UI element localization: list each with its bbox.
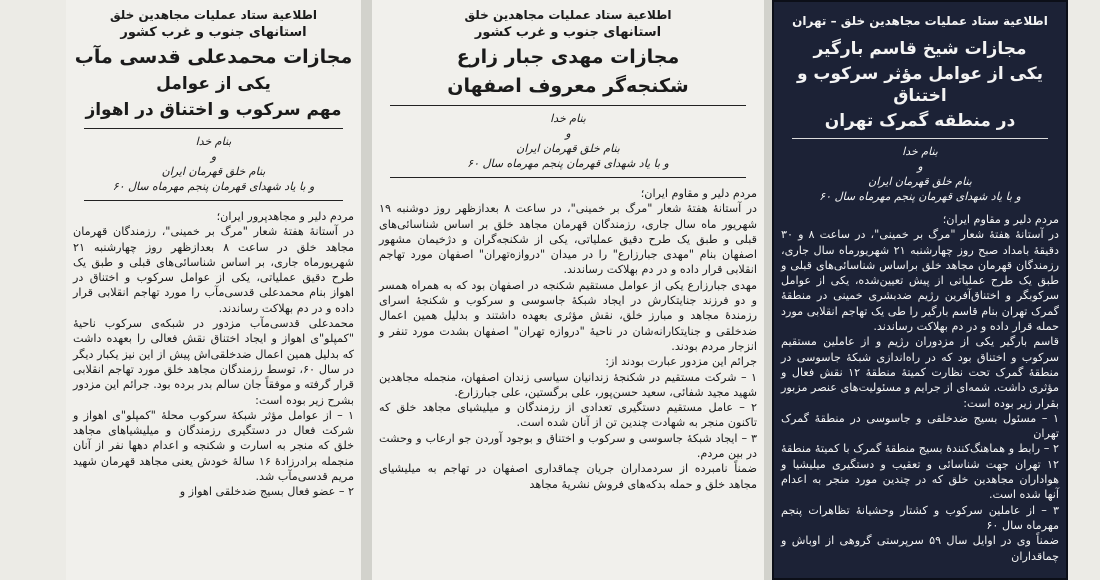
column-gutter bbox=[764, 0, 772, 580]
announcement-body bbox=[781, 212, 1059, 564]
body-paragraph: ۲ – رابط و هماهنگ‌کنندهٔ بسیج منطقهٔ گمرک با کمیتهٔ منطقهٔ ۱۲ تهران جهت شناسائی و تعقیب و دستگیری میلیشیا و هواداران مجاهدین خلق که در چندین مورد منجر به اعدام آنها شده است. bbox=[781, 442, 1059, 502]
body-paragraph: ۲ – عضو فعال بسیج ضدخلقی اهواز و bbox=[179, 485, 354, 499]
invocation-line: بنام خدا bbox=[902, 145, 938, 158]
body-paragraph: مردم دلیر و مقاوم ایران؛ در آستانهٔ هفتهٔ شعار "مرگ بر خمینی"، در ساعت ۸ و ۳۰ دقیقهٔ بامداد صبح روز چهارشنبه ۲۱ شهریورماه سال جاری، رزمندگان قهرمان مجاهد خلق براساس شناسائی‌های قبلی و طبق یک طرح عملیاتی از پیش تعیین‌شده، یکی از عوامل سرکوبگر و اختناق‌آفرین رژیم ضدبشری خمینی در منطقهٔ گمرک تهران بنام قاسم بارگیر را طی یک تهاجم انقلابی مورد حمله قرار داده و در دم بهلاکت رساندند. bbox=[781, 213, 1060, 334]
body-paragraph: مهدی جبارزارع یکی از عوامل مستقیم شکنجه در اصفهان بود که به همراه همسر و دو فرزند جنایتکارش در ایجاد شبکهٔ جاسوسی و سرکوب و شکنجهٔ اسرای رزمندهٔ مجاهد و مبارز خلق، نقش مؤثری بعهده داشتند و بدلیل همین اعمال ضدخلقی و جنایتکارانه‌شان در ناحیهٔ "دروازه تهران" اصفهان بشدت مورد تنفر و انزجار مردم بودند. bbox=[379, 278, 757, 353]
invocation-line: بنام خدا bbox=[550, 112, 586, 125]
scan-margin-right bbox=[1068, 0, 1100, 580]
announcement-isfahan bbox=[372, 0, 764, 580]
announcement-ahvaz bbox=[66, 0, 361, 580]
column-gutter bbox=[361, 0, 372, 580]
announcement-header: اطلاعیة ستاد عملیات مجاهدین خلق bbox=[464, 8, 672, 22]
invocation-line: و bbox=[917, 160, 923, 173]
headline-line: مجازات شیخ قاسم بارگیر bbox=[813, 39, 1027, 59]
body-paragraph: ۱ – مسئول بسیج ضدخلقی و جاسوسی در منطقهٔ گمرک تهران bbox=[781, 411, 1059, 441]
invocation-line: و با یاد شهدای قهرمان پنجم مهرماه سال ۶۰ bbox=[112, 180, 315, 193]
invocation-line: بنام خدا bbox=[195, 135, 232, 148]
announcement-tehran bbox=[772, 0, 1068, 580]
announcement-body bbox=[73, 209, 354, 500]
body-paragraph: مردم دلیر و مجاهدپرور ایران؛ در آستانهٔ هفتهٔ شعار "مرگ بر خمینی"، رزمندگان قهرمان مجاهد خلق در ساعت ۸ بعدازظهر روز چهارشنبه ۲۱ شهریورماه جاری، بر اساس شناسائی‌های قبلی و طبق یک طرح دقیق عملیاتی، یکی از عوامل سرکوب و اختناق در اهواز بنام محمدعلی قدسی‌مآب را مورد تهاجم انقلابی قرار داده و در دم بهلاکت رساندند. bbox=[73, 210, 354, 315]
body-paragraph: قاسم بارگیر یکی از مزدوران رژیم و از عاملین مستقیم سرکوب و اختناق بود که در راه‌اندازی شبکهٔ جاسوسی در منطقهٔ گمرک تحت نظارت کمیتهٔ منطقهٔ ۱۲ نقش فعال و مؤثری داشت. شمه‌ای از جرایم و مسئولیت‌های عنصر مزبور بقرار زیر بوده است: bbox=[781, 335, 1059, 410]
headline-line: در منطقه گمرک تهران bbox=[824, 111, 1016, 131]
invocation-line: و bbox=[210, 150, 217, 163]
body-paragraph: ۱ – از عوامل مؤثر شبکهٔ سرکوب محلهٔ "کمپلو"ی اهواز و شرکت فعال در دستگیری رزمندگان و میلیشیاهای مجاهد خلق که منجر به اسارت و شکنجه و اعدام دهها نفر از آنان منجمله برادرزادهٔ ۱۶ سالهٔ خودش یعنی مجاهد قهرمان شهید مریم قدسی‌مآب شد. bbox=[73, 408, 354, 484]
divider bbox=[390, 177, 746, 178]
headline-line: مجازات مهدی جبار زارع bbox=[456, 46, 680, 68]
headline-line: یکی از عوامل مؤثر سرکوب و اختناق bbox=[796, 64, 1044, 106]
divider bbox=[792, 138, 1048, 139]
announcement-subheader: استانهای جنوب و غرب کشور bbox=[474, 25, 662, 40]
headline-line: یکی از عوامل bbox=[156, 74, 271, 94]
body-paragraph: مردم دلیر و مقاوم ایران؛ در آستانهٔ هفتهٔ شعار "مرگ بر خمینی"، در ساعت ۸ بعدازظهر روز دوشنبه ۱۹ شهریور ماه سال جاری، رزمندگان قهرمان مجاهد خلق بر اساس شناسائی‌های قبلی و طبق یک طرح دقیق عملیاتی، یکی از شکنجه‌گران و دژخیمان مشهور اصفهان بنام "مهدی جبارزارع" را در میدان "دروازه‌تهران" اصفهان مورد تهاجم انقلابی قرار داده و در دم بهلاکت رساندند. bbox=[379, 187, 757, 277]
divider bbox=[390, 105, 746, 106]
headline-line: شکنجه‌گر معروف اصفهان bbox=[447, 75, 689, 97]
announcement-header: اطلاعیة ستاد عملیات مجاهدین خلق – تهران bbox=[792, 14, 1048, 28]
body-paragraph: جرائم این مزدور عبارت بودند از: ۱ – شرکت مستقیم در شکنجهٔ زندانیان سیاسی زندان اصفهان، منجمله مجاهدین شهید مجید شفائی، سعید حسن‌پور، علی برگستین، علی جبارزارع. bbox=[379, 355, 757, 399]
scan-margin-left bbox=[0, 0, 66, 580]
divider bbox=[84, 128, 343, 129]
invocation-line: و با یاد شهدای قهرمان پنجم مهرماه سال ۶۰ bbox=[819, 190, 1021, 203]
invocation-line: و bbox=[565, 127, 571, 140]
announcement-header: اطلاعیة ستاد عملیات مجاهدین خلق bbox=[109, 8, 318, 22]
body-paragraph: محمدعلی قدسی‌مآب مزدور در شبکه‌ی سرکوب ناحیهٔ "کمپلو"ی اهواز و ایجاد اختناق نقش فعالی را بعهده داشت که بدلیل همین اعمال ضدخلقی‌اش پیش از این نیز یکبار دیگر در سال ۶۰، توسط رزمندگان مجاهد خلق مورد تهاجم انقلابی قرار گرفته و موفقاً جان سالم بدر برده بود. جرائم این مزدور بشرح زیر بوده است: bbox=[73, 317, 354, 407]
announcement-subheader: استانهای جنوب و غرب کشور bbox=[120, 25, 307, 40]
invocation-line: بنام خلق قهرمان ایران bbox=[161, 165, 266, 178]
headline-line: مهم سرکوب و اختناق در اهواز bbox=[85, 100, 342, 120]
body-paragraph: ۲ – عامل مستقیم دستگیری تعدادی از رزمندگان و میلیشیای مجاهد خلق که تاکنون منجر به شهادت چندین تن از آنان شده است. bbox=[379, 401, 757, 430]
invocation-line: و با یاد شهدای قهرمان پنجم مهرماه سال ۶۰ bbox=[467, 157, 669, 170]
invocation-line: بنام خلق قهرمان ایران bbox=[868, 175, 972, 188]
invocation-line: بنام خلق قهرمان ایران bbox=[516, 142, 620, 155]
announcement-body bbox=[379, 186, 757, 492]
headline-line: مجازات محمدعلی قدسی مآب bbox=[74, 46, 353, 68]
body-paragraph: ۳ – ایجاد شبکهٔ جاسوسی و سرکوب و اختناق و بوجود آوردن جو ارعاب و وحشت در بین مردم. ضمناً نامبرده از سردمداران جریان چماقداری اصفهان در تهاجم به میلیشیای مجاهد خلق و حمله بدکه‌های فروش نشریهٔ مجاهد bbox=[379, 431, 757, 491]
divider bbox=[84, 200, 343, 201]
body-paragraph: ۳ – از عاملین سرکوب و کشتار وحشیانهٔ تظاهرات پنجم مهرماه سال ۶۰ ضمناً وی در اوایل سال ۵۹ سرپرستی گروهی از اوباش و چماقداران bbox=[781, 503, 1059, 563]
